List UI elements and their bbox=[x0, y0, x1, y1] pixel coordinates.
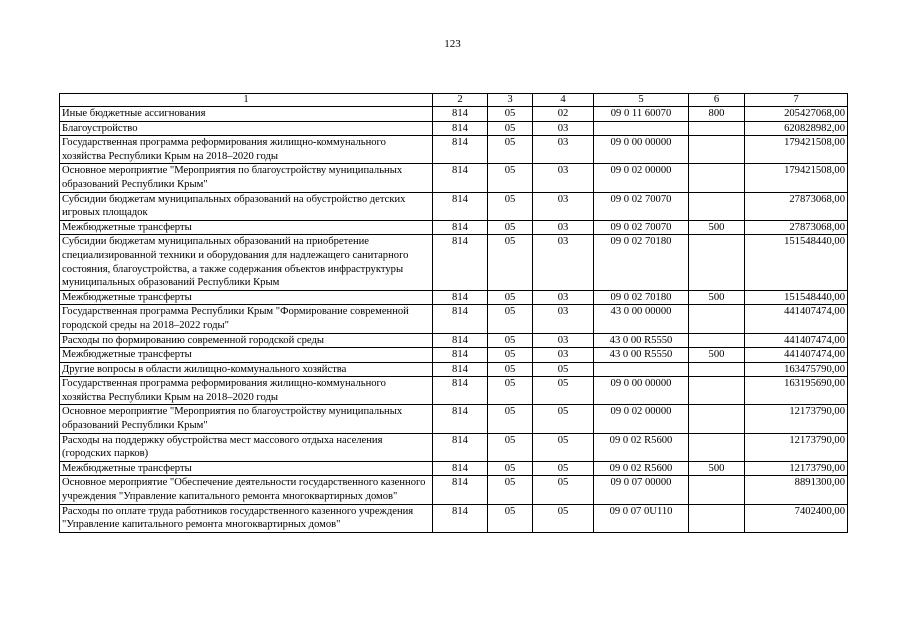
row-name-cell: Субсидии бюджетам муниципальных образований на обустройство детских игровых площадок bbox=[60, 192, 433, 220]
section-cell: 05 bbox=[488, 164, 533, 192]
section-cell: 05 bbox=[488, 136, 533, 164]
subsection-cell: 03 bbox=[533, 290, 594, 305]
section-cell: 05 bbox=[488, 235, 533, 290]
target-article-cell: 43 0 00 R5550 bbox=[594, 333, 689, 348]
amount-cell: 620828982,00 bbox=[745, 121, 848, 136]
row-name-cell: Межбюджетные трансферты bbox=[60, 461, 433, 476]
table-row bbox=[60, 136, 848, 164]
expense-type-cell: 500 bbox=[689, 220, 745, 235]
target-article-cell: 09 0 07 00000 bbox=[594, 476, 689, 504]
ministry-code-cell: 814 bbox=[433, 107, 488, 122]
target-article-cell bbox=[594, 362, 689, 377]
ministry-code-cell: 814 bbox=[433, 235, 488, 290]
expense-type-cell bbox=[689, 305, 745, 333]
row-name-cell: Государственная программа реформирования жилищно-коммунального хозяйства Республики Крым на 2018–2020 годы bbox=[60, 377, 433, 405]
header-cell: 5 bbox=[594, 94, 689, 107]
amount-cell: 179421508,00 bbox=[745, 136, 848, 164]
header-cell: 4 bbox=[533, 94, 594, 107]
table-row bbox=[60, 433, 848, 461]
row-name-cell: Государственная программа Республики Крым "Формирование современной городской среды на 2018–2022 годы" bbox=[60, 305, 433, 333]
section-cell: 05 bbox=[488, 333, 533, 348]
subsection-cell: 03 bbox=[533, 220, 594, 235]
ministry-code-cell: 814 bbox=[433, 362, 488, 377]
page-number: 123 bbox=[444, 38, 461, 50]
ministry-code-cell: 814 bbox=[433, 290, 488, 305]
header-cell: 1 bbox=[60, 94, 433, 107]
table-row bbox=[60, 348, 848, 363]
subsection-cell: 03 bbox=[533, 348, 594, 363]
expense-type-cell: 500 bbox=[689, 348, 745, 363]
subsection-cell: 05 bbox=[533, 433, 594, 461]
row-name-cell: Основное мероприятие "Мероприятия по благоустройству муниципальных образований Республики Крым" bbox=[60, 405, 433, 433]
ministry-code-cell: 814 bbox=[433, 405, 488, 433]
amount-cell: 7402400,00 bbox=[745, 504, 848, 532]
ministry-code-cell: 814 bbox=[433, 476, 488, 504]
section-cell: 05 bbox=[488, 220, 533, 235]
section-cell: 05 bbox=[488, 504, 533, 532]
header-cell: 6 bbox=[689, 94, 745, 107]
ministry-code-cell: 814 bbox=[433, 348, 488, 363]
subsection-cell: 05 bbox=[533, 377, 594, 405]
amount-cell: 12173790,00 bbox=[745, 405, 848, 433]
header-cell: 7 bbox=[745, 94, 848, 107]
row-name-cell: Межбюджетные трансферты bbox=[60, 220, 433, 235]
subsection-cell: 05 bbox=[533, 476, 594, 504]
subsection-cell: 02 bbox=[533, 107, 594, 122]
row-name-cell: Иные бюджетные ассигнования bbox=[60, 107, 433, 122]
target-article-cell: 43 0 00 R5550 bbox=[594, 348, 689, 363]
table-row bbox=[60, 476, 848, 504]
subsection-cell: 03 bbox=[533, 164, 594, 192]
budget-table bbox=[59, 93, 848, 533]
table-row bbox=[60, 504, 848, 532]
header-row bbox=[60, 94, 848, 107]
amount-cell: 163195690,00 bbox=[745, 377, 848, 405]
amount-cell: 151548440,00 bbox=[745, 290, 848, 305]
expense-type-cell: 500 bbox=[689, 290, 745, 305]
table-row bbox=[60, 290, 848, 305]
section-cell: 05 bbox=[488, 377, 533, 405]
row-name-cell: Межбюджетные трансферты bbox=[60, 348, 433, 363]
ministry-code-cell: 814 bbox=[433, 333, 488, 348]
ministry-code-cell: 814 bbox=[433, 192, 488, 220]
row-name-cell: Расходы по формированию современной городской среды bbox=[60, 333, 433, 348]
amount-cell: 205427068,00 bbox=[745, 107, 848, 122]
subsection-cell: 05 bbox=[533, 362, 594, 377]
ministry-code-cell: 814 bbox=[433, 305, 488, 333]
target-article-cell: 09 0 02 00000 bbox=[594, 405, 689, 433]
ministry-code-cell: 814 bbox=[433, 461, 488, 476]
amount-cell: 12173790,00 bbox=[745, 433, 848, 461]
target-article-cell: 09 0 02 R5600 bbox=[594, 461, 689, 476]
target-article-cell: 09 0 02 70070 bbox=[594, 192, 689, 220]
expense-type-cell bbox=[689, 192, 745, 220]
row-name-cell: Межбюджетные трансферты bbox=[60, 290, 433, 305]
amount-cell: 27873068,00 bbox=[745, 220, 848, 235]
table-row bbox=[60, 333, 848, 348]
ministry-code-cell: 814 bbox=[433, 377, 488, 405]
subsection-cell: 03 bbox=[533, 136, 594, 164]
amount-cell: 441407474,00 bbox=[745, 333, 848, 348]
target-article-cell: 09 0 11 60070 bbox=[594, 107, 689, 122]
subsection-cell: 03 bbox=[533, 333, 594, 348]
ministry-code-cell: 814 bbox=[433, 164, 488, 192]
expense-type-cell bbox=[689, 362, 745, 377]
target-article-cell: 09 0 02 70180 bbox=[594, 235, 689, 290]
table-row bbox=[60, 461, 848, 476]
amount-cell: 179421508,00 bbox=[745, 164, 848, 192]
ministry-code-cell: 814 bbox=[433, 504, 488, 532]
target-article-cell: 09 0 02 70070 bbox=[594, 220, 689, 235]
row-name-cell: Основное мероприятие "Мероприятия по благоустройству муниципальных образований Республики Крым" bbox=[60, 164, 433, 192]
table-row bbox=[60, 220, 848, 235]
row-name-cell: Основное мероприятие "Обеспечение деятельности государственного казенного учреждения "Управление капитального ремонта многоквартирных домов" bbox=[60, 476, 433, 504]
expense-type-cell bbox=[689, 136, 745, 164]
table-row bbox=[60, 305, 848, 333]
section-cell: 05 bbox=[488, 121, 533, 136]
subsection-cell: 05 bbox=[533, 405, 594, 433]
row-name-cell: Другие вопросы в области жилищно-коммунального хозяйства bbox=[60, 362, 433, 377]
amount-cell: 151548440,00 bbox=[745, 235, 848, 290]
section-cell: 05 bbox=[488, 290, 533, 305]
amount-cell: 27873068,00 bbox=[745, 192, 848, 220]
table-row bbox=[60, 192, 848, 220]
row-name-cell: Субсидии бюджетам муниципальных образований на приобретение специализированной техники и оборудования для надлежащего санитарного состояния, благоустройства, а также содержания объектов инфраструктуры муниципальных образований Республики Крым bbox=[60, 235, 433, 290]
amount-cell: 163475790,00 bbox=[745, 362, 848, 377]
target-article-cell: 09 0 02 00000 bbox=[594, 164, 689, 192]
amount-cell: 8891300,00 bbox=[745, 476, 848, 504]
amount-cell: 441407474,00 bbox=[745, 348, 848, 363]
section-cell: 05 bbox=[488, 192, 533, 220]
row-name-cell: Расходы по оплате труда работников государственного казенного учреждения "Управление капитального ремонта многоквартирных домов" bbox=[60, 504, 433, 532]
target-article-cell: 09 0 00 00000 bbox=[594, 377, 689, 405]
expense-type-cell bbox=[689, 164, 745, 192]
ministry-code-cell: 814 bbox=[433, 433, 488, 461]
table-row bbox=[60, 121, 848, 136]
header-cell: 3 bbox=[488, 94, 533, 107]
section-cell: 05 bbox=[488, 107, 533, 122]
target-article-cell: 09 0 07 0U110 bbox=[594, 504, 689, 532]
target-article-cell: 09 0 02 R5600 bbox=[594, 433, 689, 461]
expense-type-cell: 800 bbox=[689, 107, 745, 122]
table-row bbox=[60, 164, 848, 192]
expense-type-cell bbox=[689, 235, 745, 290]
expense-type-cell bbox=[689, 377, 745, 405]
target-article-cell: 43 0 00 00000 bbox=[594, 305, 689, 333]
ministry-code-cell: 814 bbox=[433, 220, 488, 235]
row-name-cell: Благоустройство bbox=[60, 121, 433, 136]
expense-type-cell bbox=[689, 405, 745, 433]
amount-cell: 441407474,00 bbox=[745, 305, 848, 333]
expense-type-cell bbox=[689, 504, 745, 532]
section-cell: 05 bbox=[488, 405, 533, 433]
ministry-code-cell: 814 bbox=[433, 121, 488, 136]
subsection-cell: 03 bbox=[533, 121, 594, 136]
row-name-cell: Расходы на поддержку обустройства мест массового отдыха населения (городских парков) bbox=[60, 433, 433, 461]
expense-type-cell: 500 bbox=[689, 461, 745, 476]
table-row bbox=[60, 377, 848, 405]
section-cell: 05 bbox=[488, 433, 533, 461]
target-article-cell: 09 0 02 70180 bbox=[594, 290, 689, 305]
target-article-cell bbox=[594, 121, 689, 136]
section-cell: 05 bbox=[488, 461, 533, 476]
expense-type-cell bbox=[689, 121, 745, 136]
table-row bbox=[60, 107, 848, 122]
expense-type-cell bbox=[689, 433, 745, 461]
header-cell: 2 bbox=[433, 94, 488, 107]
subsection-cell: 03 bbox=[533, 235, 594, 290]
expense-type-cell bbox=[689, 476, 745, 504]
subsection-cell: 05 bbox=[533, 504, 594, 532]
section-cell: 05 bbox=[488, 362, 533, 377]
subsection-cell: 03 bbox=[533, 305, 594, 333]
section-cell: 05 bbox=[488, 476, 533, 504]
section-cell: 05 bbox=[488, 348, 533, 363]
table-row bbox=[60, 362, 848, 377]
subsection-cell: 03 bbox=[533, 192, 594, 220]
section-cell: 05 bbox=[488, 305, 533, 333]
target-article-cell: 09 0 00 00000 bbox=[594, 136, 689, 164]
table-row bbox=[60, 235, 848, 290]
table-row bbox=[60, 405, 848, 433]
row-name-cell: Государственная программа реформирования жилищно-коммунального хозяйства Республики Крым на 2018–2020 годы bbox=[60, 136, 433, 164]
amount-cell: 12173790,00 bbox=[745, 461, 848, 476]
subsection-cell: 05 bbox=[533, 461, 594, 476]
expense-type-cell bbox=[689, 333, 745, 348]
ministry-code-cell: 814 bbox=[433, 136, 488, 164]
